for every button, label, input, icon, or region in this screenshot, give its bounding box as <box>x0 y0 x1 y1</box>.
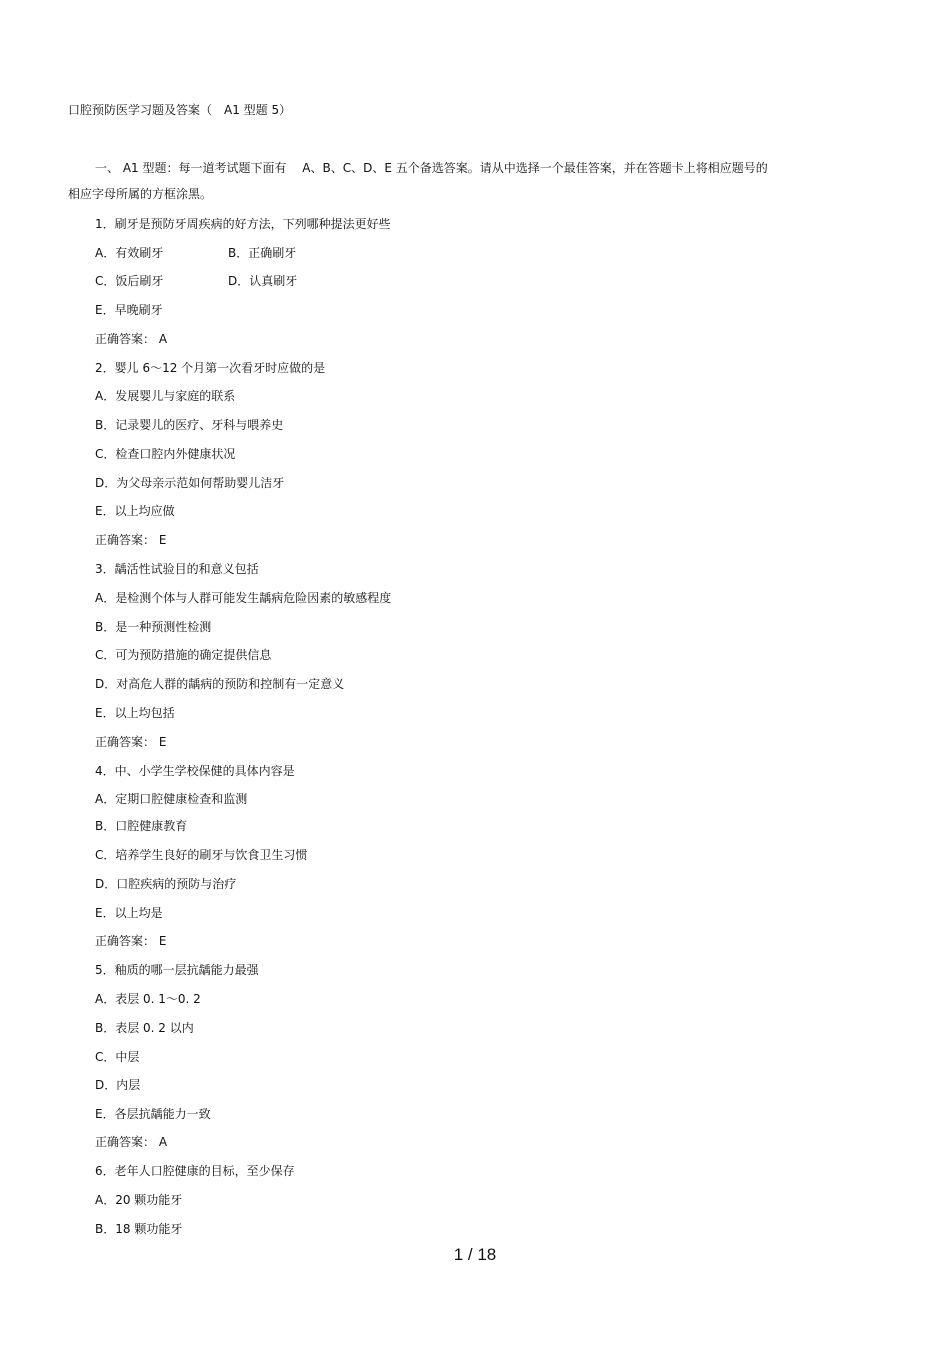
question-1-option-e: E．早晚刷牙 <box>95 303 163 317</box>
question-4-option-e: E．以上均是 <box>95 906 163 920</box>
question-2-option-c: C．检查口腔内外健康状况 <box>95 447 236 461</box>
question-1-answer: 正确答案： A <box>95 332 168 346</box>
question-4-answer: 正确答案： E <box>95 934 167 948</box>
instructions-line-2: 相应字母所属的方框涂黑。 <box>68 187 213 201</box>
question-3-option-d: D．对高危人群的龋病的预防和控制有一定意义 <box>95 677 345 691</box>
question-1-option-d: D．认真刷牙 <box>228 274 298 288</box>
question-6-option-b: B．18 颗功能牙 <box>95 1222 183 1236</box>
question-4-stem: 4．中、小学生学校保健的具体内容是 <box>95 764 295 778</box>
question-1-option-a: A．有效刷牙 <box>95 246 164 260</box>
question-6-stem: 6．老年人口腔健康的目标，至少保存 <box>95 1164 295 1178</box>
question-5-answer: 正确答案： A <box>95 1135 168 1149</box>
question-1-option-b: B．正确刷牙 <box>228 246 297 260</box>
question-2-answer: 正确答案： E <box>95 533 167 547</box>
question-3-stem: 3．龋活性试验目的和意义包括 <box>95 562 259 576</box>
instructions-line-1: 一、 A1 型题：每一道考试题下面有 A、B、C、D、E 五个备选答案。请从中选择一个最佳答案，并在答题卡上将相应题号的 <box>95 161 768 175</box>
question-4-option-b: B．口腔健康教育 <box>95 819 188 833</box>
question-5-option-b: B．表层 0. 2 以内 <box>95 1021 194 1035</box>
question-2-option-d: D．为父母亲示范如何帮助婴儿洁牙 <box>95 476 285 490</box>
question-3-option-e: E．以上均包括 <box>95 706 175 720</box>
question-3-option-a: A．是检测个体与人群可能发生龋病危险因素的敏感程度 <box>95 591 392 605</box>
question-5-option-e: E．各层抗龋能力一致 <box>95 1107 211 1121</box>
document-title: 口腔预防医学习题及答案（ A1 型题 5） <box>68 103 292 117</box>
question-5-option-c: C．中层 <box>95 1050 140 1064</box>
question-3-option-c: C．可为预防措施的确定提供信息 <box>95 648 272 662</box>
question-3-option-b: B．是一种预测性检测 <box>95 620 212 634</box>
question-2-option-a: A．发展婴儿与家庭的联系 <box>95 389 236 403</box>
question-4-option-c: C．培养学生良好的刷牙与饮食卫生习惯 <box>95 848 308 862</box>
question-1-stem: 1．刷牙是预防牙周疾病的好方法，下列哪种提法更好些 <box>95 217 391 231</box>
question-4-option-d: D．口腔疾病的预防与治疗 <box>95 877 237 891</box>
question-5-option-d: D．内层 <box>95 1078 141 1092</box>
question-2-option-b: B．记录婴儿的医疗、牙科与喂养史 <box>95 418 284 432</box>
question-2-stem: 2．婴儿 6～12 个月第一次看牙时应做的是 <box>95 361 326 375</box>
question-5-option-a: A．表层 0. 1～0. 2 <box>95 992 201 1006</box>
question-6-option-a: A．20 颗功能牙 <box>95 1193 183 1207</box>
question-4-option-a: A．定期口腔健康检查和监测 <box>95 792 248 806</box>
page-number: 1 / 18 <box>453 1245 497 1264</box>
question-1-option-c: C．饭后刷牙 <box>95 274 164 288</box>
question-5-stem: 5．釉质的哪一层抗龋能力最强 <box>95 963 259 977</box>
question-3-answer: 正确答案： E <box>95 735 167 749</box>
question-2-option-e: E．以上均应做 <box>95 504 175 518</box>
